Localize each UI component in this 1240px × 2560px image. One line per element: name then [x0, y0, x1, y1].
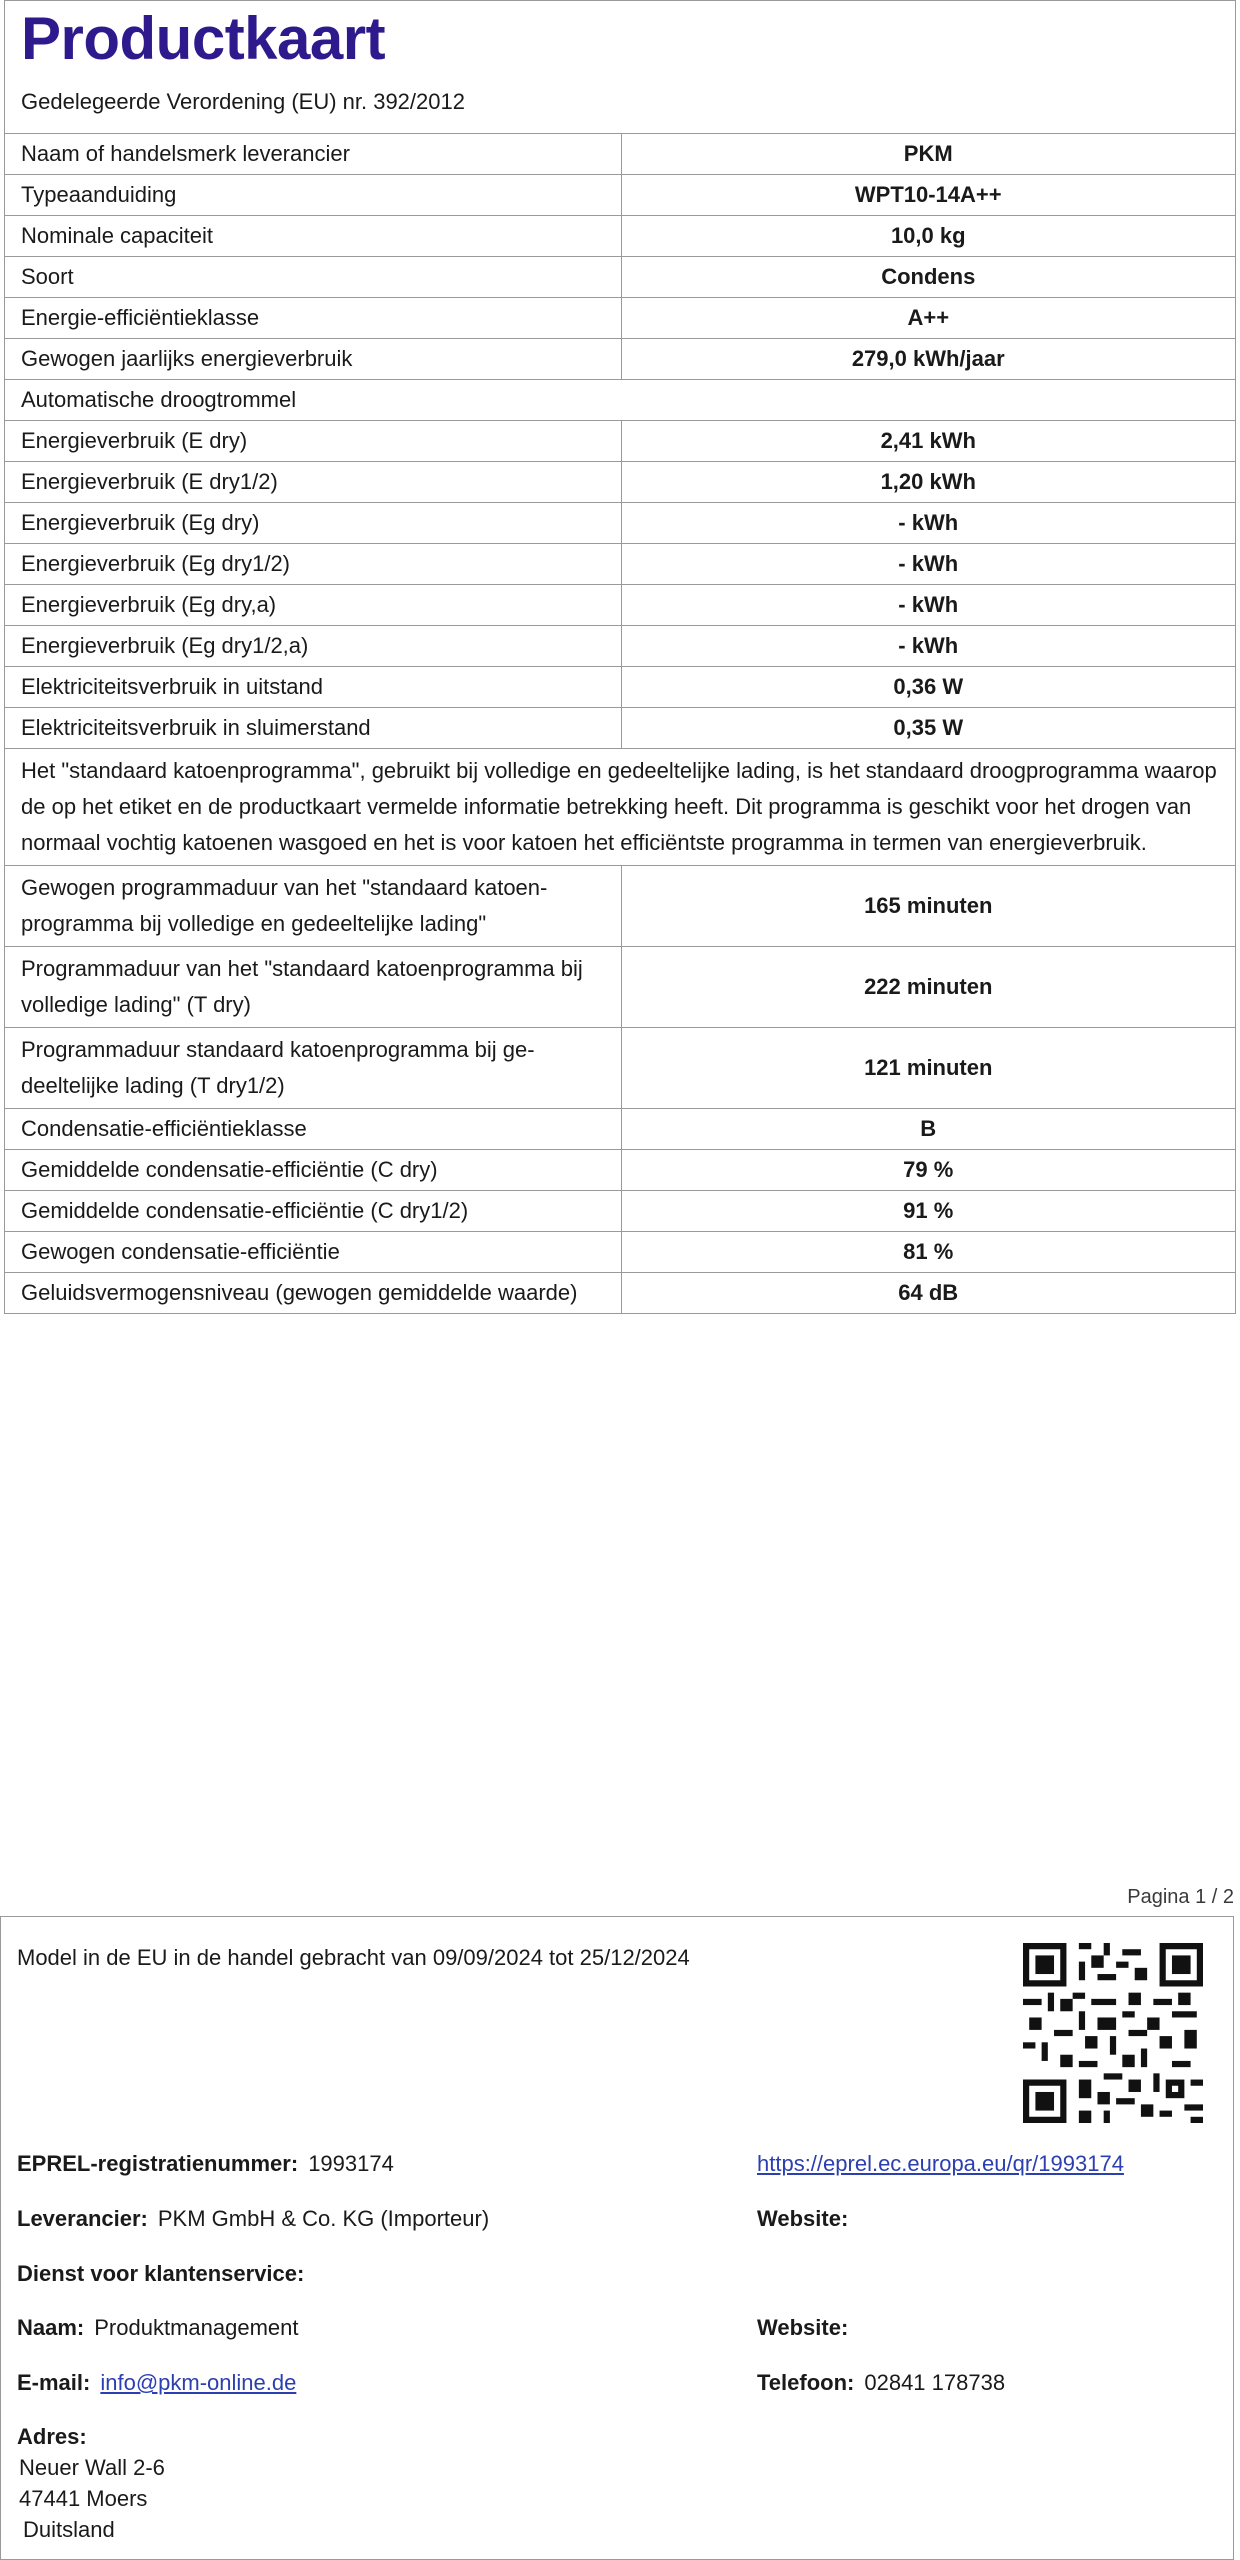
row-value: 64 dB	[898, 1280, 959, 1305]
row-label: Energieverbruik (Eg dry1/2)	[5, 544, 621, 585]
row-label: Energieverbruik (E dry)	[5, 421, 621, 462]
page-number: Pagina 1 / 2	[1127, 1886, 1234, 1908]
supplier-website-row	[757, 2204, 858, 2234]
qr-code-icon	[1023, 1943, 1203, 2123]
regulation-reference: Gedelegeerde Verordening (EU) nr. 392/2012	[21, 89, 465, 114]
address-line: 47441 Moers	[19, 2486, 148, 2511]
row-label: Energieverbruik (Eg dry1/2,a)	[5, 626, 621, 667]
program-note: Het "standaard katoenprogramma", gebruikt bij volledige en gedeeltelijke lading, is het standaard droogprogramma waarop de op het etiket en de productkaart vermelde informatie betrekking heeft. Dit programma is geschikt voor het drogen van normaal vochtig katoenen wasgoed en het is voor katoen het efficiëntste programma in termen van energieverbruik.	[5, 749, 1235, 866]
eprel-link-row	[757, 2149, 1124, 2179]
eprel-registration	[17, 2149, 394, 2179]
row-label: Gewogen condensatie-efficiëntie	[5, 1232, 621, 1273]
page-title: Productkaart	[21, 5, 386, 72]
supplier-value: PKM GmbH & Co. KG (Importeur)	[157, 2206, 490, 2231]
row-value: 0,35 W	[621, 708, 1235, 749]
supplier-row	[17, 2204, 489, 2234]
row-label: Energieverbruik (Eg dry,a)	[5, 585, 621, 626]
name-label: Naam:	[17, 2315, 85, 2340]
row-label: Gewogen jaarlijks energieverbruik	[5, 339, 621, 380]
product-sheet	[4, 0, 1236, 1314]
row-label: Elektriciteitsverbruik in sluimerstand	[5, 708, 621, 749]
supplier-label: Leverancier:	[17, 2206, 148, 2231]
row-value: 279,0 kWh/jaar	[621, 339, 1235, 380]
row-label: Energie-efficiëntieklasse	[5, 298, 621, 339]
table-row	[5, 1109, 1235, 1150]
table-row	[5, 298, 1235, 339]
row-label: Energieverbruik (Eg dry)	[5, 503, 621, 544]
table-row	[5, 462, 1235, 503]
table-row	[5, 1150, 1235, 1191]
table-row	[5, 1028, 1235, 1109]
table-row	[5, 585, 1235, 626]
service-website-row	[757, 2313, 858, 2343]
row-value: 0,36 W	[621, 667, 1235, 708]
eprel-link[interactable]: https://eprel.ec.europa.eu/qr/1993174	[757, 2151, 1124, 2176]
table-row	[5, 1191, 1235, 1232]
row-label: Programmaduur van het "standaard katoenprogramma bij volledige lading" (T dry)	[5, 947, 621, 1028]
row-label: Gemiddelde condensatie-efficiëntie (C dry1/2)	[5, 1191, 621, 1232]
row-value: - kWh	[621, 544, 1235, 585]
table-row	[5, 1273, 1235, 1314]
phone-row	[757, 2368, 1005, 2398]
table-row	[5, 380, 1235, 421]
row-value: B	[621, 1109, 1235, 1150]
website-label: Website:	[757, 2206, 849, 2231]
table-row	[5, 626, 1235, 667]
row-value: A++	[621, 298, 1235, 339]
row-value: - kWh	[621, 503, 1235, 544]
table-row	[5, 947, 1235, 1028]
address-line: Duitsland	[23, 2517, 115, 2542]
label-footer	[0, 1916, 1234, 2560]
row-label: Gemiddelde condensatie-efficiëntie (C dry)	[5, 1150, 621, 1191]
sheet-header	[5, 1, 1235, 134]
table-row	[5, 1232, 1235, 1273]
phone-value: 02841 178738	[864, 2370, 1006, 2395]
row-value: 91 %	[621, 1191, 1235, 1232]
row-value: 79 %	[621, 1150, 1235, 1191]
table-row	[5, 134, 1235, 175]
table-row	[5, 421, 1235, 462]
eprel-label: EPREL-registratienummer:	[17, 2151, 299, 2176]
row-label: Programmaduur standaard katoenprogramma bij ge-deeltelijke lading (T dry1/2)	[5, 1028, 621, 1109]
table-row	[5, 503, 1235, 544]
row-label: Nominale capaciteit	[5, 216, 621, 257]
row-value: 10,0 kg	[621, 216, 1235, 257]
email-link[interactable]: info@pkm-online.de	[100, 2370, 297, 2395]
eprel-number: 1993174	[308, 2151, 394, 2176]
table-row	[5, 257, 1235, 298]
row-label: Condensatie-efficiëntieklasse	[5, 1109, 621, 1150]
table-row	[5, 175, 1235, 216]
row-value: 165 minuten	[621, 866, 1235, 947]
row-label: Automatische droogtrommel	[5, 380, 1235, 421]
customer-service-label: Dienst voor klantenservice:	[17, 2261, 305, 2286]
row-label: Elektriciteitsverbruik in uitstand	[5, 667, 621, 708]
row-value: Condens	[621, 257, 1235, 298]
program-note-row	[5, 749, 1235, 866]
row-label: Naam of handelsmerk leverancier	[5, 134, 621, 175]
address-label: Adres:	[17, 2424, 87, 2449]
row-value: 121 minuten	[621, 1028, 1235, 1109]
address-line: Neuer Wall 2-6	[19, 2455, 165, 2480]
row-value: WPT10-14A++	[621, 175, 1235, 216]
phone-label: Telefoon:	[757, 2370, 855, 2395]
row-value: - kWh	[621, 626, 1235, 667]
model-period: Model in de EU in de handel gebracht van 09/09/2024 tot 25/12/2024	[17, 1945, 690, 1970]
email-label: E-mail:	[17, 2370, 91, 2395]
row-label: Energieverbruik (E dry1/2)	[5, 462, 621, 503]
row-label: Gewogen programmaduur van het "standaard katoen-programma bij volledige en gedeeltelijke lading"	[5, 866, 621, 947]
customer-service-row	[17, 2259, 314, 2289]
spec-table	[5, 134, 1235, 1313]
row-label: Typeaanduiding	[5, 175, 621, 216]
address-row	[17, 2422, 97, 2452]
row-value: PKM	[621, 134, 1235, 175]
table-row	[5, 339, 1235, 380]
row-value: 2,41 kWh	[621, 421, 1235, 462]
row-value: - kWh	[621, 585, 1235, 626]
table-row	[5, 667, 1235, 708]
website-label: Website:	[757, 2315, 849, 2340]
row-label: Soort	[5, 257, 621, 298]
row-value: 1,20 kWh	[621, 462, 1235, 503]
table-row	[5, 866, 1235, 947]
table-row	[5, 708, 1235, 749]
row-value: 222 minuten	[621, 947, 1235, 1028]
row-value: 81 %	[621, 1232, 1235, 1273]
table-row	[5, 216, 1235, 257]
table-row	[5, 544, 1235, 585]
name-value: Produktmanagement	[94, 2315, 299, 2340]
contact-name-row	[17, 2313, 298, 2343]
row-label: Geluidsvermogensniveau (gewogen gemiddelde waarde)	[5, 1273, 621, 1314]
email-row	[17, 2368, 296, 2398]
